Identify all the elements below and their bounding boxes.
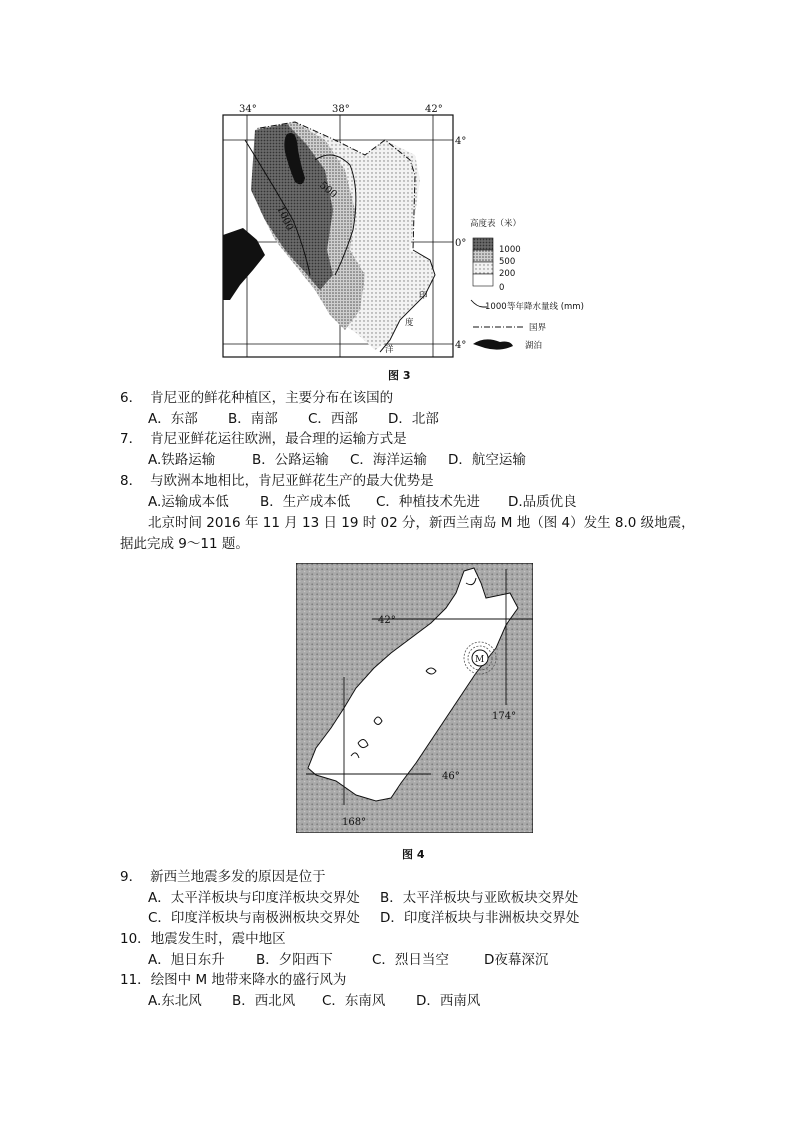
sea-label: 印 — [419, 291, 428, 301]
sea-label: 洋 — [385, 345, 394, 355]
question-number: 7． — [120, 431, 143, 447]
figure-4-caption: 图 4 — [402, 848, 425, 861]
legend-isohyet-value: 1000 — [485, 302, 507, 312]
question-number: 6． — [120, 390, 143, 406]
option: A.运输成本低 — [148, 494, 229, 510]
question-number: 11． — [120, 972, 151, 988]
option: D．西南风 — [416, 993, 481, 1009]
option: B．生产成本低 — [260, 494, 351, 510]
option: B．夕阳西下 — [256, 952, 333, 968]
epicenter-label: M — [475, 655, 485, 665]
figure-3 — [215, 100, 615, 365]
legend-elev: 500 — [499, 257, 516, 267]
lon-label: 38° — [332, 104, 350, 115]
lon-label: 42° — [425, 104, 443, 115]
lat-label: 42° — [378, 615, 396, 626]
legend-border: 国界 — [529, 323, 547, 333]
option: C．东南风 — [322, 993, 386, 1009]
option: C．印度洋板块与南极洲板块交界处 — [148, 910, 360, 926]
option: C．西部 — [308, 411, 358, 427]
option: B．西北风 — [232, 993, 296, 1009]
question-number: 9． — [120, 869, 143, 885]
figure-4 — [296, 563, 533, 833]
option: B．公路运输 — [252, 452, 329, 468]
question-stem: 新西兰地震多发的原因是位于 — [150, 869, 326, 885]
legend-isohyet-text: 等年降水量线 (mm) — [507, 302, 584, 312]
question-stem: 与欧洲本地相比，肯尼亚鲜花生产的最大优势是 — [150, 473, 434, 489]
isohyet-label: 500 — [317, 179, 339, 201]
lat-label: 46° — [442, 771, 460, 782]
option: A.东北风 — [148, 993, 202, 1009]
sea-label: 度 — [405, 318, 414, 328]
legend-lake: 湖泊 — [525, 341, 543, 351]
question-number: 8． — [120, 473, 143, 489]
option: D．航空运输 — [448, 452, 526, 468]
new-zealand-map — [296, 563, 533, 833]
option: A．太平洋板块与印度洋板块交界处 — [148, 890, 360, 906]
option: C．海洋运输 — [350, 452, 427, 468]
lon-label: 168° — [342, 817, 367, 828]
lat-label: 0° — [455, 238, 467, 249]
isohyet-label: 1000 — [274, 204, 296, 233]
question-number: 10． — [120, 931, 151, 947]
option: B．南部 — [228, 411, 278, 427]
figure-3-caption: 图 3 — [388, 369, 411, 382]
option: A．东部 — [148, 411, 198, 427]
intro-line-2: 据此完成 9～11 题。 — [120, 536, 249, 552]
option: D.品质优良 — [508, 494, 577, 510]
legend-elev: 1000 — [499, 245, 521, 255]
option: A．旭日东升 — [148, 952, 225, 968]
legend-elev: 200 — [499, 269, 516, 279]
intro-line-1: 北京时间 2016 年 11 月 13 日 19 时 02 分，新西兰南岛 M 地（图 4）发生 8.0 级地震， — [148, 515, 695, 531]
lon-label: 34° — [239, 104, 257, 115]
kenya-map — [215, 100, 615, 365]
lat-label: 4° — [455, 340, 467, 351]
legend-elev: 0 — [499, 283, 505, 293]
question-stem: 地震发生时，震中地区 — [150, 931, 286, 947]
lat-label: 4° — [455, 136, 467, 147]
option: D．印度洋板块与非洲板块交界处 — [380, 910, 580, 926]
question-stem: 绘图中 M 地带来降水的盛行风为 — [150, 972, 347, 988]
lon-label: 174° — [492, 711, 517, 722]
option: D．北部 — [388, 411, 439, 427]
question-stem: 肯尼亚的鲜花种植区，主要分布在该国的 — [150, 390, 394, 406]
legend-title: 高度表（米） — [470, 219, 522, 229]
option: C．烈日当空 — [372, 952, 449, 968]
question-stem: 肯尼亚鲜花运往欧洲，最合理的运输方式是 — [150, 431, 407, 447]
option: C．种植技术先进 — [376, 494, 480, 510]
option: B．太平洋板块与亚欧板块交界处 — [380, 890, 579, 906]
option: A.铁路运输 — [148, 452, 216, 468]
option: D夜幕深沉 — [484, 952, 549, 968]
